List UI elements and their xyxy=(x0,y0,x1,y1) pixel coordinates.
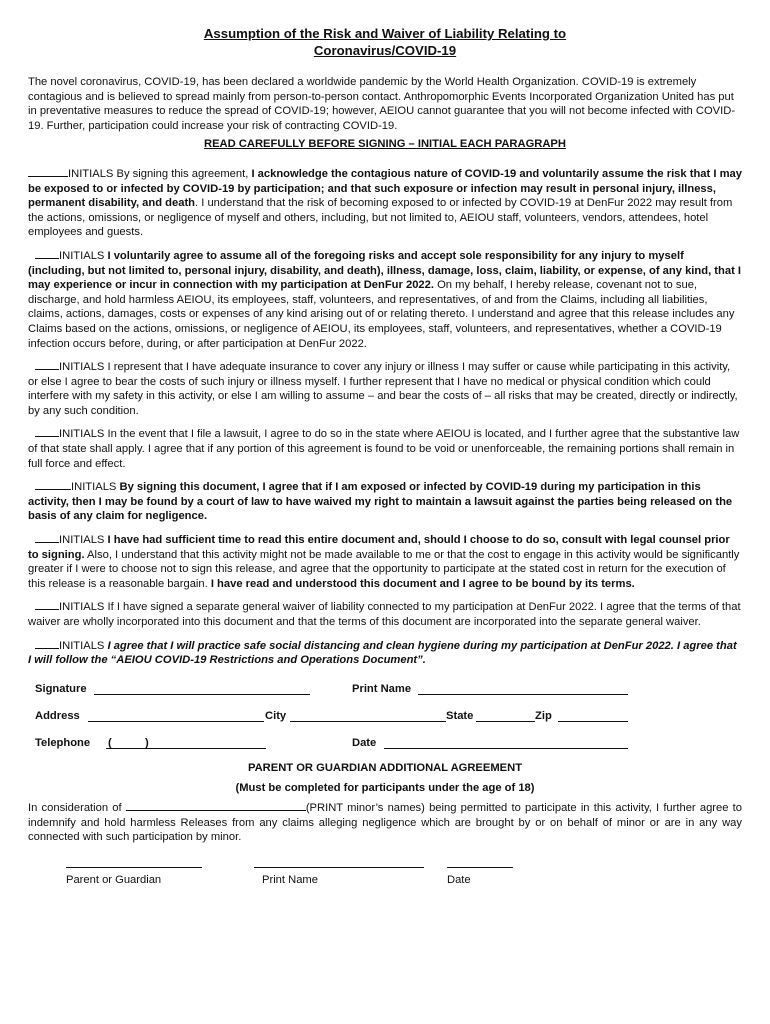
title-line-2: Coronavirus/COVID-19 xyxy=(313,42,457,58)
p2-text-bold: I voluntarily agree to assume all of the foregoing risks and accept sole responsibility for any injury to myself (including, but not limited to, personal injury, disability, and death), illness, damage, loss, claim, liability, or expense, of any kind, that I may experience or incur in connection with my participation at DenFur 2022. xyxy=(28,249,742,292)
initials-label: INITIALS xyxy=(71,481,117,494)
paragraph-7 xyxy=(28,599,742,629)
p3-text: I represent that I have adequate insurance to cover any injury or illness I may suffer or cause while participating in this activity, or else I agree to bear the costs of such injury or illness myself. I further represent that I have no medical or physical condition which could interfere with my safety in this activity, or else I am willing to assume – and bear the costs of – all risks that may be created, directly or indirectly, by any such condition. xyxy=(28,361,738,417)
p6-text-bold-1: I have had sufficient time to read this entire document and, should I choose to do so, consult with legal counsel prior to signing. xyxy=(28,534,730,561)
initials-label: INITIALS xyxy=(59,601,105,614)
print-name-line[interactable] xyxy=(418,682,628,695)
guardian-signature-row xyxy=(28,867,742,907)
initials-blank-1[interactable] xyxy=(28,166,68,177)
initials-label: INITIALS xyxy=(59,428,105,441)
telephone-label: Telephone xyxy=(35,736,91,749)
telephone-line[interactable] xyxy=(106,736,266,749)
paragraph-4 xyxy=(28,426,742,471)
initials-label: INITIALS xyxy=(59,249,105,262)
initials-blank-5[interactable] xyxy=(35,479,71,490)
parent-signature-line[interactable] xyxy=(66,867,202,868)
guardian-print-name-line[interactable] xyxy=(254,867,424,868)
date-label: Date xyxy=(352,736,377,749)
guardian-subheading: (Must be completed for participants under the age of 18) xyxy=(235,782,535,795)
p1-text-pre: By signing this agreement, xyxy=(113,167,252,180)
paragraph-6 xyxy=(28,532,742,591)
p2-text-post: On my behalf, I hereby release, covenant not to sue, discharge, and hold harmless AEIOU, its employees, staff, volunteers, and representatives, of and from the Claims, including all liabilities, claims, actions, damages, costs or expenses of any kind arising out of or relating thereto. I understand and agree that this release includes any Claims based on the actions, omissions, or negligence of AEIOU, its employees, staff, volunteers, and representatives, whether a COVID-19 infection occurs before, during, or after participation at DenFur 2022. xyxy=(28,279,735,350)
guardian-date-line[interactable] xyxy=(447,867,513,868)
zip-label: Zip xyxy=(535,709,552,722)
title-line-1: Assumption of the Risk and Waiver of Liability Relating to xyxy=(203,26,567,41)
guardian-heading: PARENT OR GUARDIAN ADDITIONAL AGREEMENT xyxy=(247,761,523,774)
date-line[interactable] xyxy=(384,736,628,749)
p6-text-bold-2: I have read and understood this document and I agree to be bound by its terms. xyxy=(210,577,635,590)
paragraph-8 xyxy=(28,638,742,668)
phone-close-paren: ) xyxy=(145,736,149,749)
participant-fields xyxy=(28,682,742,763)
phone-open-paren: ( xyxy=(108,736,112,749)
address-row xyxy=(28,709,742,736)
paragraph-3 xyxy=(28,359,742,418)
p6-text-mid: Also, I understand that this activity might not be made available to me or that the cost to engage in this activity would be significantly greater if I were to choose not to sign this release, and agree that the opportunity to participate at the stated cost in return for the execution of this release is a reasonable bargain. xyxy=(28,548,740,590)
zip-line[interactable] xyxy=(558,709,628,722)
initials-label: INITIALS xyxy=(68,167,114,180)
read-carefully-heading: READ CAREFULLY BEFORE SIGNING – INITIAL EACH PARAGRAPH xyxy=(204,138,566,151)
guardian-consideration-paragraph xyxy=(28,800,742,845)
paragraph-1 xyxy=(28,166,742,240)
address-label: Address xyxy=(35,709,80,722)
state-label: State xyxy=(446,709,474,722)
consid-post: (PRINT minor’s names) being permitted to participate in this activity, I further agree to indemnify and hold harmless Releases from any claims alleging negligence which are brought by or on behalf of minor or are in any way connected with such participation by minor. xyxy=(28,801,742,844)
initials-blank-3[interactable] xyxy=(35,359,59,370)
p4-text: In the event that I file a lawsuit, I agree to do so in the state where AEIOU is located, and I further agree that the substantive law of that state shall apply. I agree that if any portion of this agreement is found to be void or unenforceable, the remaining portions shall remain in full force and effect. xyxy=(28,428,740,470)
paragraph-2 xyxy=(28,248,742,351)
address-line[interactable] xyxy=(88,709,264,722)
initials-blank-4[interactable] xyxy=(35,426,59,437)
p7-text: If I have signed a separate general waiver of liability connected to my participation at DenFur 2022. I agree that the terms of that waiver are wholly incorporated into this document and that the terms of this document are incorporated into the separate general waiver. xyxy=(28,601,741,628)
signature-label: Signature xyxy=(35,682,87,695)
print-name-label: Print Name xyxy=(352,682,412,695)
consid-pre: In consideration of xyxy=(28,801,126,814)
initials-blank-6[interactable] xyxy=(35,532,59,543)
p1-text-bold: I acknowledge the contagious nature of COVID-19 and voluntarily assume the risk that I may be exposed to or infected by COVID-19 by participation; and that such exposure or infection may result in personal injury, illness, permanent disability, and death xyxy=(28,167,742,210)
initials-label: INITIALS xyxy=(59,534,105,547)
initials-label: INITIALS xyxy=(59,361,105,374)
document-title xyxy=(28,26,742,59)
guardian-date-label: Date xyxy=(447,873,471,886)
p5-text-bold: By signing this document, I agree that if I am exposed or infected by COVID-19 during my participation in this activity, then I may be found by a court of law to have waived my right to maintain a lawsuit against the parties being released on the basis of any claim for negligence. xyxy=(28,481,733,523)
intro-paragraph: The novel coronavirus, COVID-19, has been declared a worldwide pandemic by the World Health Organization. COVID-19 is extremely contagious and is believed to spread mainly from person-to-person contact. Anthropomorphic Events Incorporated Organization United has put in preventative measures to reduce the spread of COVID-19; however, AEIOU cannot guarantee that you will not become infected with COVID-19. Further, participation could increase your risk of contracting COVID-19. xyxy=(28,76,736,132)
p8-text-bold-italic: I agree that I will practice safe social distancing and clean hygiene during my participation at DenFur 2022. I agree that I will follow the “AEIOU COVID-19 Restrictions and Operations Document”. xyxy=(28,639,737,667)
initials-blank-8[interactable] xyxy=(35,638,59,649)
signature-row xyxy=(28,682,742,709)
minor-names-blank[interactable] xyxy=(126,800,306,811)
guardian-print-name-label: Print Name xyxy=(262,873,318,886)
city-line[interactable] xyxy=(290,709,446,722)
telephone-row xyxy=(28,736,742,763)
initials-blank-7[interactable] xyxy=(35,599,59,610)
state-line[interactable] xyxy=(476,709,535,722)
city-label: City xyxy=(265,709,287,722)
p1-text-post: . I understand that the risk of becoming exposed to or infected by COVID-19 at DenFur 2022 may result from the actions, omissions, or negligence of myself and others, including, but not limited to, AEIOU staff, volunteers, vendors, attendees, hotel employees and guests. xyxy=(28,197,733,239)
initials-label: INITIALS xyxy=(59,639,105,652)
paragraph-5 xyxy=(28,479,742,524)
initials-blank-2[interactable] xyxy=(35,248,59,259)
signature-line[interactable] xyxy=(94,682,310,695)
parent-guardian-label: Parent or Guardian xyxy=(66,873,162,886)
